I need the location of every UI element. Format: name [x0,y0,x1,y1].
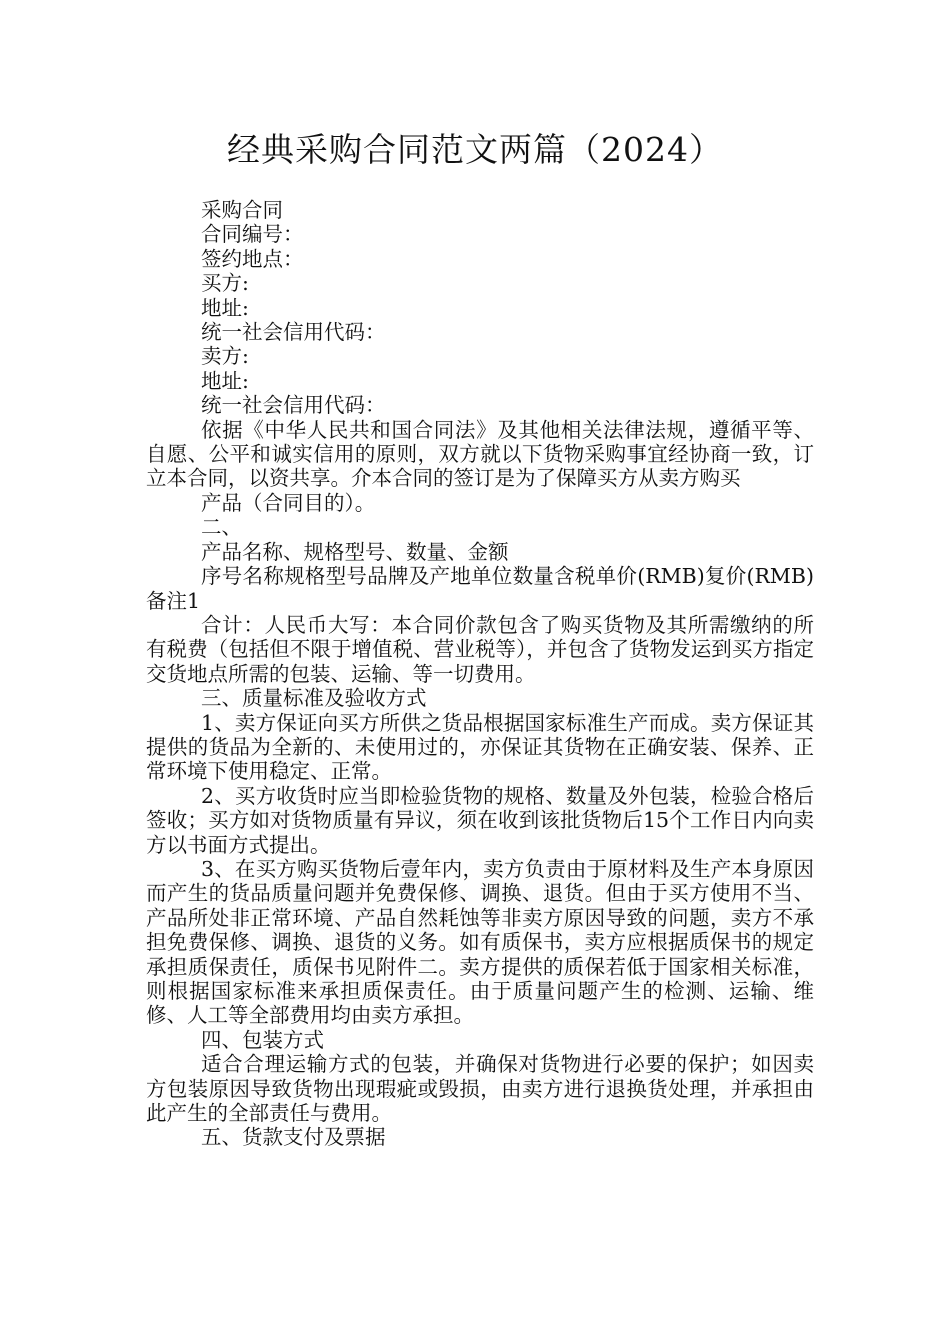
section-5-title: 五、货款支付及票据 [201,1125,386,1150]
section-2-number: 二、 [201,515,242,540]
section-3-paragraph-3: 3、在买方购买货物后壹年内，卖方负责由于原材料及生产本身原因而产生的货品质量问题并免费保修、调换、退货。但由于买方使用不当、产品所处非正常环境、产品自然耗蚀等非卖方原因导致的问题，卖方不承担免费保修、调换、退货的义务。如有质保书，卖方应根据质保书的规定承担质保责任，质保书见附件二。卖方提供的质保若低于国家相关标准，则根据国家标准来承担质保责任。由于质量问题产生的检测、运输、维修、人工等全部费用均由卖方承担。 [146,856,814,1028]
document-body [146,198,814,1150]
document-title: 经典采购合同范文两篇（2024） [227,130,723,169]
buyer-address-field: 地址: [201,295,249,320]
seller-field: 卖方: [201,344,249,369]
section-4-paragraph-1: 适合合理运输方式的包装，并确保对货物进行必要的保护；如因卖方包装原因导致货物出现瑕疵或毁损，由卖方进行退换货处理，并承担由此产生的全部责任与费用。 [146,1052,814,1126]
contract-number-field: 合同编号： [201,222,304,247]
seller-address-field: 地址: [201,368,249,393]
product-table-header: 序号名称规格型号品牌及产地单位数量含税单价(RMB)复价(RMB)备注1 [146,564,814,613]
section-3-paragraph-2: 2、买方收货时应当即检验货物的规格、数量及外包装，检验合格后签收；买方如对货物质量有异议，须在收到该批货物后15个工作日内向卖方以书面方式提出。 [146,783,814,857]
contract-heading: 采购合同 [201,198,283,222]
buyer-field: 买方: [201,271,249,296]
section-3-title: 三、质量标准及验收方式 [201,686,427,711]
intro-paragraph: 依据《中华人民共和国合同法》及其他相关法律法规，遵循平等、自愿、公平和诚实信用的原则，双方就以下货物采购事宜经协商一致，订立本合同，以资共享。介本合同的签订是为了保障买方从卖方购买 [146,417,814,491]
buyer-credit-code-field: 统一社会信用代码： [201,320,386,345]
total-paragraph: 合计：人民币大写：本合同价款包含了购买货物及其所需缴纳的所有税费（包括但不限于增值税、营业税等），并包含了货物发运到买方指定交货地点所需的包装、运输、等一切费用。 [146,612,814,686]
section-2-title: 产品名称、规格型号、数量、金额 [201,539,509,564]
section-4-title: 四、包装方式 [201,1027,324,1052]
section-3-paragraph-1: 1、卖方保证向买方所供之货品根据国家标准生产而成。卖方保证其提供的货品为全新的、未使用过的，亦保证其货物在正确安装、保养、正常环境下使用稳定、正常。 [146,710,814,784]
seller-credit-code-field: 统一社会信用代码： [201,393,386,418]
signing-place-field: 签约地点： [201,246,304,271]
purpose-paragraph: 产品（合同目的）。 [201,490,376,515]
